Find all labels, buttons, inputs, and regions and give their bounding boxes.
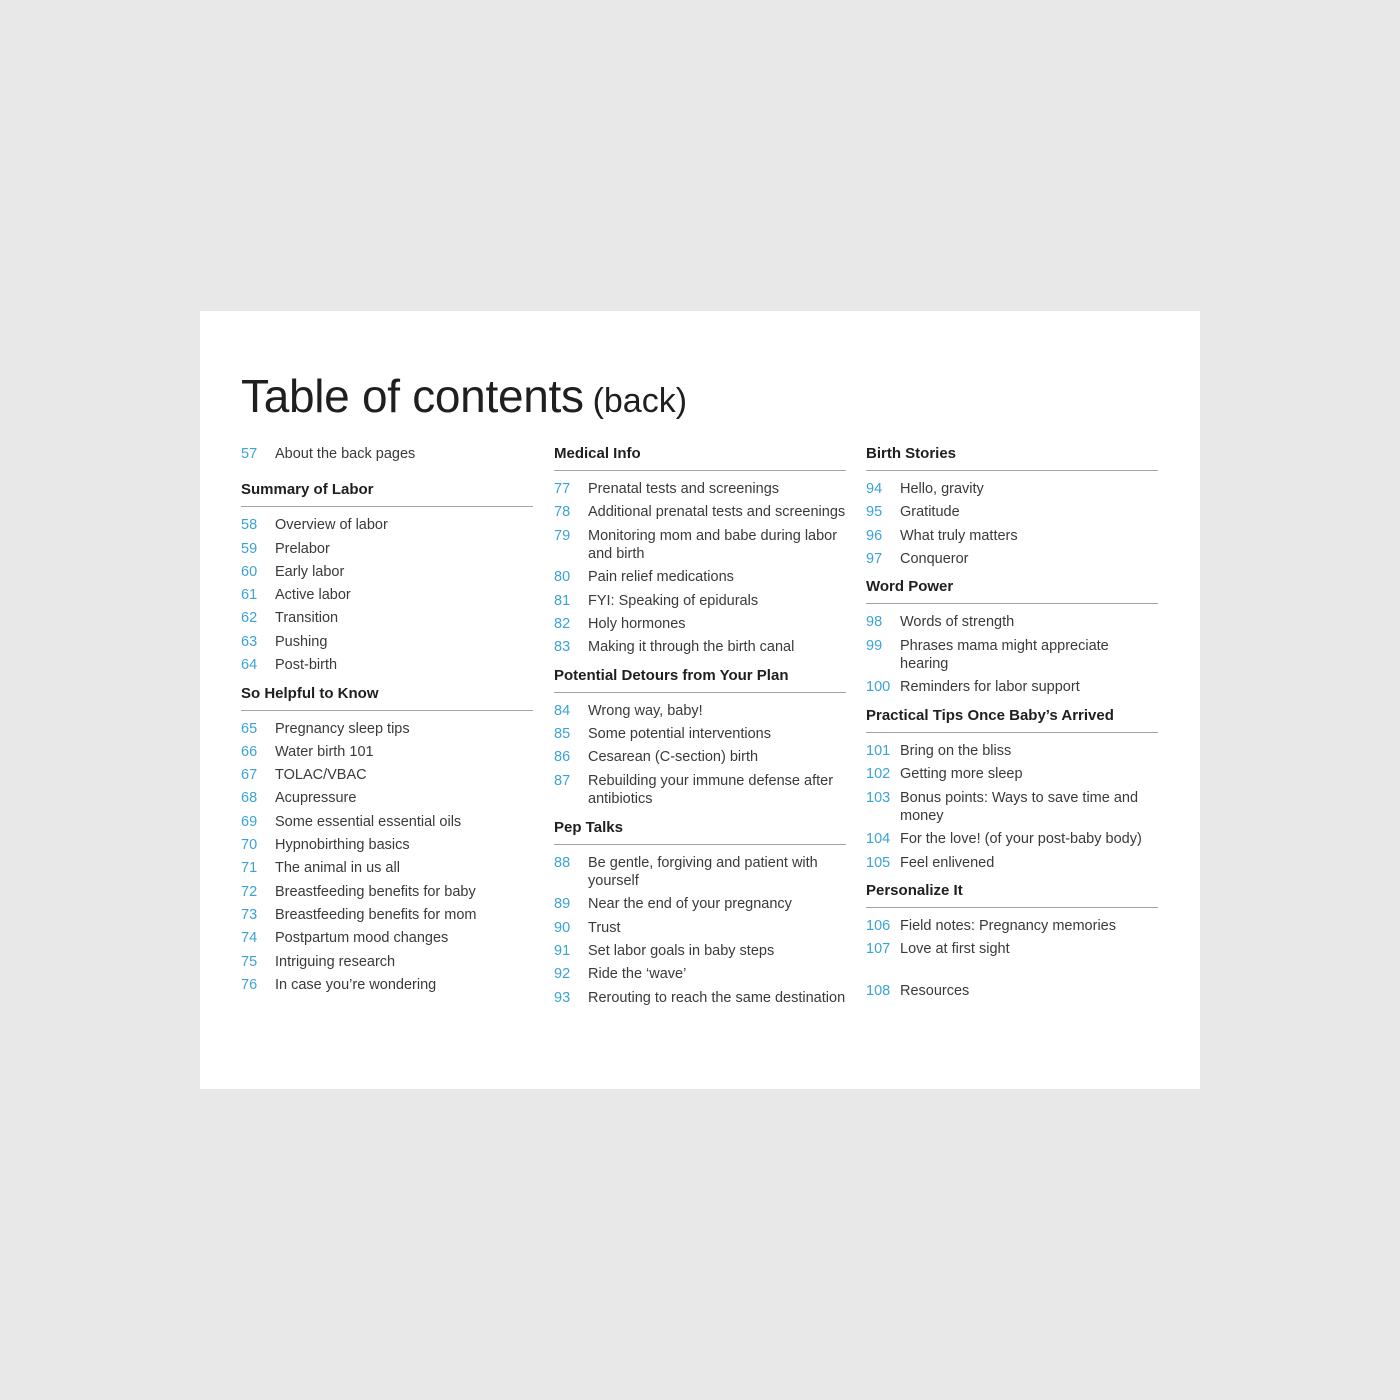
page-number: 101 <box>866 742 891 759</box>
page-number: 80 <box>554 569 571 586</box>
section-heading: Medical Info <box>554 445 846 471</box>
entry-title: Post-birth <box>275 657 338 674</box>
toc-entry[interactable] <box>241 516 533 535</box>
entry-title: For the love! (of your post-baby body) <box>900 831 1142 848</box>
toc-entry[interactable] <box>866 503 1158 522</box>
toc-entry[interactable] <box>554 568 846 587</box>
page-number: 87 <box>554 772 571 789</box>
page-number: 57 <box>241 446 258 462</box>
toc-entry[interactable] <box>241 766 533 785</box>
entry-title: Additional prenatal tests and screenings <box>588 504 846 521</box>
toc-entry[interactable] <box>554 854 846 891</box>
spacer <box>241 468 533 481</box>
toc-entry[interactable] <box>554 702 846 721</box>
toc-column-1 <box>241 445 533 1004</box>
entry-title: Bonus points: Ways to save time and money <box>900 789 1139 825</box>
toc-entry[interactable] <box>241 743 533 762</box>
page-number: 103 <box>866 789 891 806</box>
entry-title: Field notes: Pregnancy memories <box>900 918 1116 935</box>
entry-title: Water birth 101 <box>275 743 374 760</box>
page-number: 102 <box>866 766 891 783</box>
entry-title: Prelabor <box>275 540 330 557</box>
page-number: 77 <box>554 481 571 497</box>
entry-title: Rerouting to reach the same destination <box>588 989 846 1006</box>
page-number: 104 <box>866 831 891 848</box>
entry-title: Wrong way, baby! <box>588 702 703 719</box>
page-number: 74 <box>241 930 258 947</box>
page-number: 70 <box>241 837 258 854</box>
page-title <box>241 369 687 423</box>
toc-section <box>866 707 1158 872</box>
toc-entry[interactable] <box>554 480 846 499</box>
toc-section <box>866 882 1158 959</box>
entry-title: TOLAC/VBAC <box>275 767 367 784</box>
page-number: 84 <box>554 702 571 719</box>
entry-title: Gratitude <box>900 504 960 521</box>
toc-entry[interactable] <box>866 830 1158 849</box>
entry-title: Pushing <box>275 633 328 650</box>
toc-entry[interactable] <box>866 678 1158 697</box>
page-number: 66 <box>241 743 258 760</box>
section-heading: Pep Talks <box>554 819 846 845</box>
page-number: 107 <box>866 941 891 958</box>
page-number: 60 <box>241 563 258 580</box>
entry-title: Intriguing research <box>275 953 396 970</box>
entry-title: Acupressure <box>275 790 357 807</box>
section-heading: Word Power <box>866 578 1158 604</box>
page-number: 72 <box>241 883 258 900</box>
page-number: 89 <box>554 896 571 913</box>
page-number: 90 <box>554 919 571 936</box>
page-number: 108 <box>866 982 891 999</box>
page-number: 79 <box>554 527 571 544</box>
entry-title: Postpartum mood changes <box>275 930 449 947</box>
toc-entry[interactable] <box>554 989 846 1008</box>
toc-entry[interactable] <box>866 527 1158 546</box>
page-number: 85 <box>554 726 571 743</box>
entry-title: Prenatal tests and screenings <box>588 481 780 497</box>
toc-entry[interactable] <box>554 942 846 961</box>
entry-title: Making it through the birth canal <box>588 639 795 656</box>
toc-entry[interactable] <box>866 789 1158 826</box>
toc-entry[interactable] <box>241 720 533 739</box>
toc-column-3 <box>866 445 1158 1005</box>
entry-title: Pregnancy sleep tips <box>275 720 410 737</box>
toc-entry[interactable] <box>554 965 846 984</box>
page-number: 97 <box>866 550 883 567</box>
toc-entry[interactable] <box>241 836 533 855</box>
section-heading: Summary of Labor <box>241 481 533 507</box>
entry-title: Bring on the bliss <box>900 742 1012 759</box>
page-number: 86 <box>554 749 571 766</box>
toc-entry[interactable] <box>241 953 533 972</box>
page-number: 76 <box>241 976 258 993</box>
page-number: 81 <box>554 592 571 609</box>
entry-title: Active labor <box>275 587 351 604</box>
toc-section <box>554 667 846 809</box>
toc-entry[interactable] <box>241 563 533 582</box>
entry-title: Be gentle, forgiving and patient with yourself <box>588 854 818 890</box>
toc-section <box>866 578 1158 697</box>
toc-entry[interactable] <box>866 613 1158 632</box>
entry-title: Words of strength <box>900 614 1015 631</box>
toc-entry[interactable] <box>241 976 533 995</box>
toc-page <box>200 311 1200 1089</box>
page-number: 67 <box>241 767 258 784</box>
toc-entry[interactable] <box>241 586 533 605</box>
entry-title: Cesarean (C-section) birth <box>588 749 759 766</box>
page-number: 91 <box>554 943 571 960</box>
toc-entry[interactable] <box>241 540 533 559</box>
page-number: 82 <box>554 615 571 632</box>
toc-entry[interactable] <box>866 982 1158 1001</box>
toc-column-2 <box>554 445 846 1017</box>
toc-section <box>554 445 846 657</box>
entry-title: Trust <box>588 919 621 936</box>
entry-title: About the back pages <box>275 446 416 462</box>
toc-entry[interactable] <box>554 592 846 611</box>
toc-entry[interactable] <box>241 656 533 675</box>
toc-section <box>554 819 846 1007</box>
toc-entry[interactable] <box>866 854 1158 873</box>
entry-title: Breastfeeding benefits for baby <box>275 883 476 900</box>
toc-entry[interactable] <box>866 480 1158 499</box>
page-number: 93 <box>554 989 571 1006</box>
page-number: 61 <box>241 587 258 604</box>
toc-entry[interactable] <box>554 748 846 767</box>
page-number: 100 <box>866 679 891 696</box>
page-number: 62 <box>241 610 258 627</box>
section-heading: Birth Stories <box>866 445 1158 471</box>
entry-title: Phrases mama might appreciate hearing <box>900 637 1109 673</box>
section-heading: Personalize It <box>866 882 1158 908</box>
toc-entry[interactable] <box>241 929 533 948</box>
toc-entry[interactable] <box>866 742 1158 761</box>
toc-section <box>241 685 533 995</box>
toc-entry[interactable] <box>241 609 533 628</box>
entry-title: Feel enlivened <box>900 854 995 871</box>
spacer <box>866 969 1158 982</box>
toc-entry[interactable] <box>866 637 1158 674</box>
title-sub: (back) <box>592 382 688 420</box>
toc-entry[interactable] <box>866 765 1158 784</box>
entry-title: Some essential essential oils <box>275 813 462 830</box>
entry-title: In case you’re wondering <box>275 976 437 993</box>
toc-entry[interactable] <box>866 917 1158 936</box>
page-number: 99 <box>866 637 883 654</box>
toc-entry[interactable] <box>241 906 533 925</box>
toc-entry[interactable] <box>554 725 846 744</box>
page-number: 75 <box>241 953 258 970</box>
page-number: 73 <box>241 906 258 923</box>
toc-entry[interactable] <box>554 895 846 914</box>
page-number: 78 <box>554 504 571 521</box>
page-number: 105 <box>866 854 891 871</box>
page-number: 68 <box>241 790 258 807</box>
page-number: 94 <box>866 481 883 497</box>
section-heading: Potential Detours from Your Plan <box>554 667 846 693</box>
toc-entry[interactable] <box>241 789 533 808</box>
entry-title: Love at first sight <box>900 941 1010 958</box>
entry-title: Conqueror <box>900 550 969 567</box>
entry-title: Overview of labor <box>275 517 388 534</box>
entry-title: The animal in us all <box>275 860 400 877</box>
section-heading: Practical Tips Once Baby’s Arrived <box>866 707 1158 733</box>
toc-entry[interactable] <box>241 633 533 652</box>
title-main: Table of contents <box>241 370 584 422</box>
entry-title: Near the end of your pregnancy <box>588 896 792 913</box>
toc-entry[interactable] <box>554 503 846 522</box>
entry-title: FYI: Speaking of epidurals <box>588 592 759 609</box>
page-number: 98 <box>866 614 883 631</box>
toc-entry[interactable] <box>241 445 533 464</box>
toc-entry[interactable] <box>554 919 846 938</box>
toc-entry[interactable] <box>554 615 846 634</box>
entry-title: Rebuilding your immune defense after antibiotics <box>588 772 834 808</box>
toc-entry[interactable] <box>866 550 1158 569</box>
entry-title: Monitoring mom and babe during labor and birth <box>588 527 838 563</box>
section-heading: So Helpful to Know <box>241 685 533 711</box>
toc-entry[interactable] <box>241 813 533 832</box>
page-number: 64 <box>241 657 258 674</box>
entry-title: Set labor goals in baby steps <box>588 943 775 960</box>
entry-title: Holy hormones <box>588 615 686 632</box>
toc-entry[interactable] <box>554 527 846 564</box>
page-number: 106 <box>866 918 891 935</box>
entry-title: Some potential interventions <box>588 726 771 743</box>
entry-title: Reminders for labor support <box>900 679 1080 696</box>
page-number: 65 <box>241 720 258 737</box>
page-number: 92 <box>554 966 571 983</box>
toc-section <box>241 481 533 674</box>
page-number: 83 <box>554 639 571 656</box>
entry-title: Resources <box>900 982 970 999</box>
toc-entry[interactable] <box>241 883 533 902</box>
page-number: 71 <box>241 860 258 877</box>
page-number: 69 <box>241 813 258 830</box>
page-number: 63 <box>241 633 258 650</box>
toc-entry[interactable] <box>554 638 846 657</box>
toc-section <box>866 445 1158 568</box>
entry-title: Early labor <box>275 563 345 580</box>
page-number: 95 <box>866 504 883 521</box>
entry-title: Getting more sleep <box>900 766 1023 783</box>
toc-entry[interactable] <box>554 772 846 809</box>
entry-title: What truly matters <box>900 527 1018 544</box>
entry-title: Transition <box>275 610 339 627</box>
page-number: 88 <box>554 854 571 871</box>
toc-entry[interactable] <box>866 940 1158 959</box>
entry-title: Hello, gravity <box>900 481 984 497</box>
entry-title: Ride the ‘wave’ <box>588 966 687 983</box>
toc-entry[interactable] <box>241 859 533 878</box>
entry-title: Pain relief medications <box>588 569 734 586</box>
entry-title: Hypnobirthing basics <box>275 837 410 854</box>
page-number: 58 <box>241 517 258 534</box>
page-number: 59 <box>241 540 258 557</box>
page-number: 96 <box>866 527 883 544</box>
entry-title: Breastfeeding benefits for mom <box>275 906 477 923</box>
